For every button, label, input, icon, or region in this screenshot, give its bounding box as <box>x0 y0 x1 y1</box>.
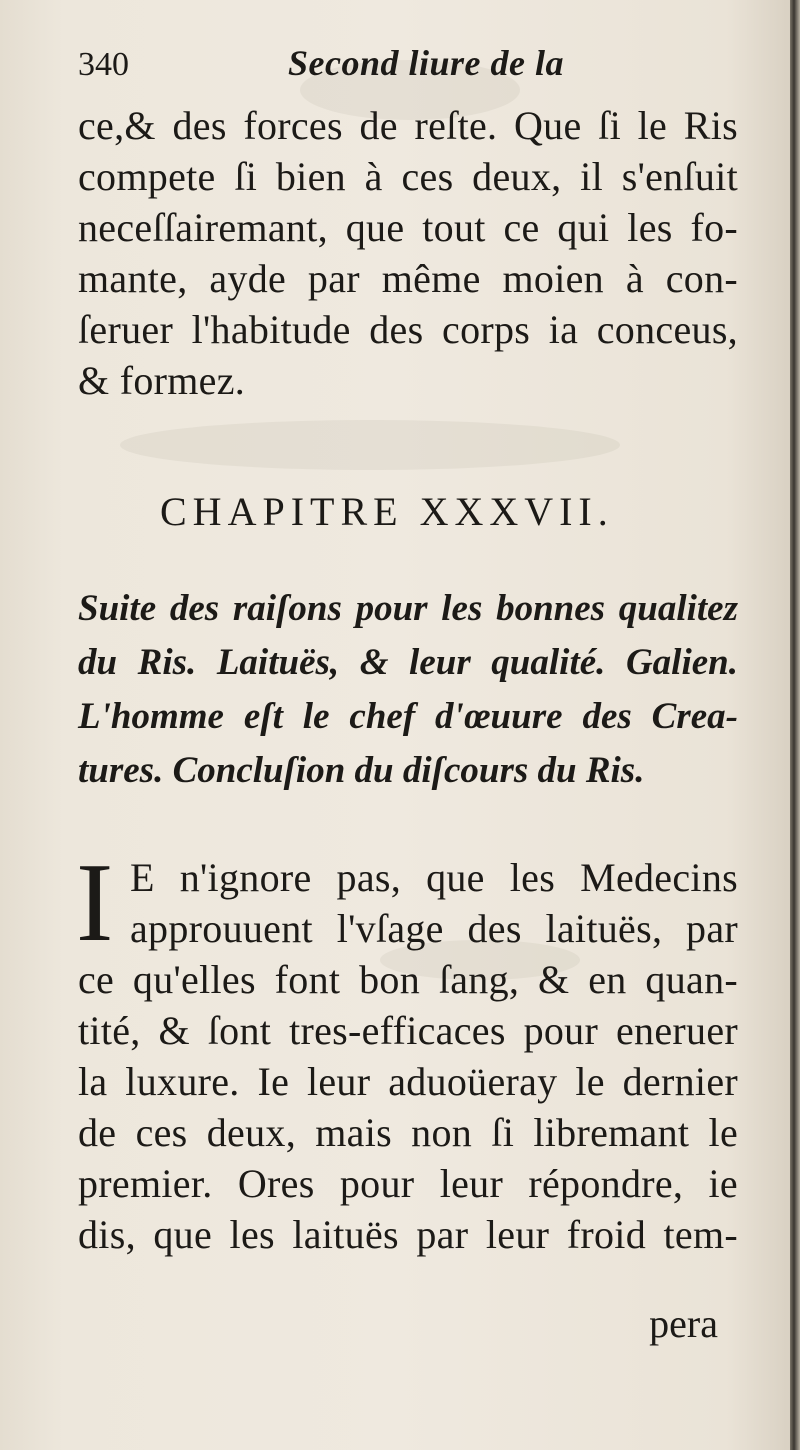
text-line: de ces deux, mais non ſi libremant le <box>78 1110 738 1155</box>
text-line: ce qu'elles font bon ſang, & en quan- <box>78 957 738 1002</box>
text-line: E n'ignore pas, que les Medecins <box>130 855 738 900</box>
text-line: premier. Ores pour leur répondre, ie <box>78 1161 738 1206</box>
summary-line: L'homme eſt le chef d'œuure des Crea- <box>78 696 738 737</box>
chapter-heading: CHAPITRE XXXVII. <box>160 489 614 534</box>
text-line: approuuent l'vſage des laituës, par <box>130 906 738 951</box>
catchword: pera <box>649 1301 718 1346</box>
text-line: tité, & ſont tres-efficaces pour eneruer <box>78 1008 738 1053</box>
text-line: ce,& des forces de reſte. Que ſi le Ris <box>78 103 738 148</box>
text-line: & formez. <box>78 358 246 403</box>
page-number: 340 <box>78 46 129 83</box>
text-line: neceſſairemant, que tout ce qui les fo- <box>78 205 738 250</box>
summary-line: tures. Concluſion du diſcours du Ris. <box>78 750 645 791</box>
running-title: Second liure de la <box>288 43 564 83</box>
text-line: ſeruer l'habitude des corps ia conceus, <box>78 307 738 352</box>
paragraph-body <box>76 841 738 1260</box>
drop-cap: I <box>76 841 114 965</box>
bleed-through-stain <box>120 420 620 470</box>
chapter-summary <box>78 582 738 798</box>
paragraph-continuation <box>78 100 738 406</box>
text-line: mante, ayde par même moien à con- <box>78 256 738 301</box>
page-edge <box>790 0 800 1450</box>
summary-line: du Ris. Laituës, & leur qualité. Galien. <box>78 642 738 683</box>
summary-line: Suite des raiſons pour les bonnes qualitez <box>78 588 738 629</box>
text-line: la luxure. Ie leur aduoüeray le dernier <box>78 1059 738 1104</box>
text-line: compete ſi bien à ces deux, il s'enſuit <box>78 154 738 199</box>
text-line: dis, que les laituës par leur froid tem- <box>78 1212 738 1257</box>
page-header <box>78 42 738 92</box>
